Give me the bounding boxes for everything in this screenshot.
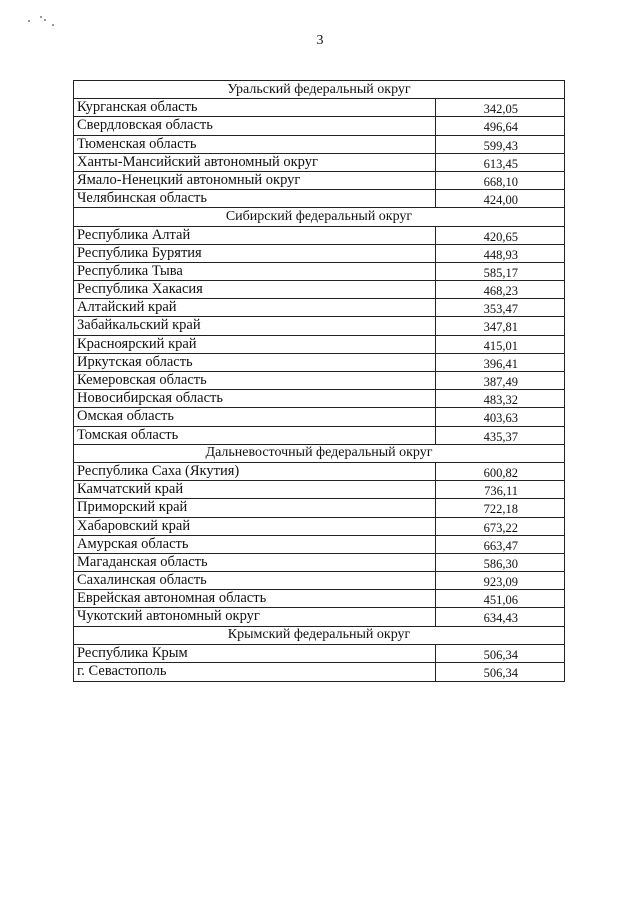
- scan-speck: [28, 20, 30, 22]
- table-row: [74, 99, 564, 117]
- region-name: Новосибирская область: [74, 390, 436, 407]
- section-header: Сибирский федеральный округ: [74, 208, 564, 226]
- table-row: [74, 590, 564, 608]
- table-row: [74, 463, 564, 481]
- region-name: Омская область: [74, 408, 436, 425]
- region-value: 451,06: [483, 593, 518, 608]
- region-name: Республика Саха (Якутия): [74, 463, 436, 480]
- region-value: 387,49: [483, 375, 518, 389]
- region-name: Курганская область: [74, 99, 436, 116]
- region-name: Приморский край: [74, 499, 436, 516]
- region-value: 668,10: [483, 174, 518, 189]
- region-value: 420,65: [483, 229, 518, 244]
- region-name: Республика Крым: [74, 645, 436, 662]
- table-row: [74, 154, 564, 172]
- region-value: 424,00: [483, 193, 518, 208]
- table-row: [74, 554, 564, 572]
- region-name: Тюменская область: [74, 136, 436, 153]
- region-value: 722,18: [483, 502, 518, 517]
- region-value: 736,11: [484, 484, 518, 499]
- region-name: Республика Тыва: [74, 263, 436, 280]
- section-header: Дальневосточный федеральный округ: [74, 445, 564, 463]
- region-name: Красноярский край: [74, 336, 436, 353]
- region-value: 585,17: [483, 265, 518, 280]
- region-value: 415,01: [483, 338, 518, 353]
- region-name: Хабаровский край: [74, 518, 436, 535]
- region-value: 599,43: [483, 138, 518, 153]
- region-value: 613,45: [483, 156, 518, 171]
- table-row: [74, 663, 564, 681]
- table-row: [74, 372, 564, 390]
- region-name: Республика Бурятия: [74, 245, 436, 262]
- region-name: Амурская область: [74, 536, 436, 553]
- table-row: [74, 390, 564, 408]
- region-name: Челябинская область: [74, 190, 436, 207]
- table-row: [74, 518, 564, 536]
- table-row: [74, 408, 564, 426]
- region-value: 586,30: [483, 556, 518, 571]
- region-value: 468,23: [483, 284, 518, 299]
- region-value: 448,93: [483, 247, 518, 262]
- table-row: [74, 227, 564, 245]
- table-row: [74, 499, 564, 517]
- region-name: Свердловская область: [74, 117, 436, 134]
- region-value: 403,63: [483, 411, 518, 426]
- region-value: 923,09: [483, 575, 518, 590]
- table-row: [74, 263, 564, 281]
- region-name: Томская область: [74, 427, 436, 444]
- region-value: 483,32: [483, 393, 518, 408]
- region-value: 342,05: [483, 102, 518, 117]
- table-row: [74, 136, 564, 154]
- region-value: 506,34: [483, 647, 518, 662]
- table-row: [74, 172, 564, 190]
- region-value: 496,64: [483, 120, 518, 135]
- region-name: г. Севастополь: [74, 663, 436, 681]
- table-row: [74, 336, 564, 354]
- region-name: Забайкальский край: [74, 317, 436, 334]
- table-row: [74, 427, 564, 445]
- table-row: [74, 317, 564, 335]
- scan-speck: [44, 19, 46, 21]
- scan-speck: [52, 24, 54, 26]
- table-row: [74, 572, 564, 590]
- table-row: [74, 354, 564, 372]
- scan-speck: [40, 16, 42, 18]
- table-row: [74, 117, 564, 135]
- region-value: 347,81: [483, 320, 518, 335]
- region-name: Алтайский край: [74, 299, 436, 316]
- region-name: Республика Хакасия: [74, 281, 436, 298]
- region-name: Кемеровская область: [74, 372, 436, 389]
- region-name: Чукотский автономный округ: [74, 608, 436, 625]
- region-value: 673,22: [483, 520, 518, 535]
- page-number: 3: [316, 33, 324, 48]
- table-row: [74, 190, 564, 208]
- region-name: Сахалинская область: [74, 572, 436, 589]
- region-name: Иркутская область: [74, 354, 436, 371]
- section-header: Уральский федеральный округ: [74, 81, 564, 99]
- table-row: [74, 608, 564, 626]
- region-value: 600,82: [483, 465, 518, 480]
- table-row: [74, 299, 564, 317]
- region-value: 506,34: [483, 666, 518, 680]
- region-name: Камчатский край: [74, 481, 436, 498]
- table-row: [74, 536, 564, 554]
- table-row: [74, 645, 564, 663]
- table-row: [74, 481, 564, 499]
- region-name: Еврейская автономная область: [74, 590, 436, 607]
- region-name: Магаданская область: [74, 554, 436, 571]
- table-row: [74, 245, 564, 263]
- section-header: Крымский федеральный округ: [74, 627, 564, 645]
- region-value: 634,43: [483, 611, 518, 626]
- region-name: Ханты-Мансийский автономный округ: [74, 154, 436, 171]
- region-value: 353,47: [483, 302, 518, 317]
- region-name: Республика Алтай: [74, 227, 436, 244]
- region-name: Ямало-Ненецкий автономный округ: [74, 172, 436, 189]
- table-row: [74, 281, 564, 299]
- region-value: 663,47: [483, 538, 518, 553]
- region-value: 435,37: [483, 429, 518, 444]
- rates-table: [73, 80, 565, 682]
- region-value: 396,41: [483, 356, 518, 371]
